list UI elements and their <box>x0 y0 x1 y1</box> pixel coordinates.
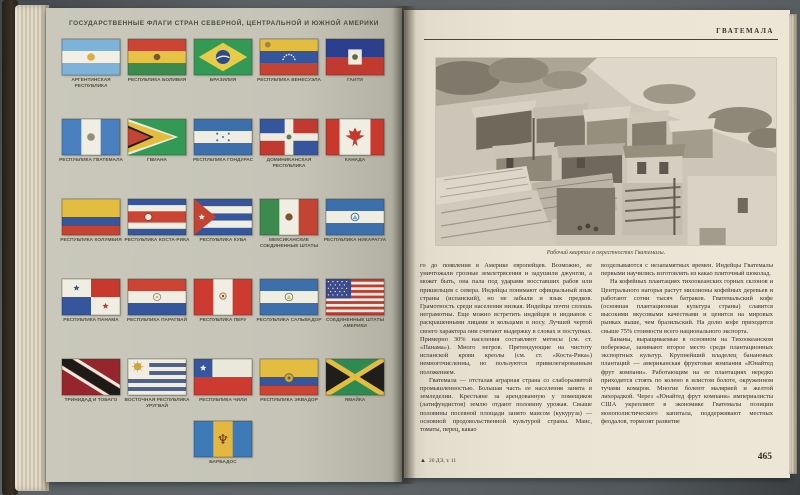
flag-image <box>194 39 252 75</box>
paragraph: го до появления в Америке европейцев. Возможно, ее уничтожали грозные землетрясения и задушили джунгли, а может быть, она пала под ударами восставших рабов или пришельцев с севера. Индейцы понимают официальный язык страны (испанский), но не забыли и язык предков. Грамотность среди населения низкая. Индейцы почти сплошь неграмотны. Еще можно встретить индейцев и индианок с раскрашенными лицами и кольцами в носу. Лучшей чертой своего характера они считают выдержку в словах и поступках. Примерно 30% населения составляют метисы (см. ст. «Панама»). Много негров. Претендующие на чистоту испанской крови креолы (см. ст. «Коста-Рика») немногочисленны, но пользуются привилегированным положением. <box>420 262 592 376</box>
flag-label-wrap <box>322 78 388 92</box>
left-page <box>46 8 402 482</box>
flag-image <box>326 199 384 235</box>
flag-image <box>260 199 318 235</box>
flag-label: ЯМАЙКА <box>344 398 366 403</box>
flag-label-wrap <box>256 398 322 412</box>
flag-item <box>322 199 388 250</box>
flag-label: АРГЕНТИНСКАЯ РЕСПУБЛИКА <box>71 78 111 89</box>
flag-label: ВОСТОЧНАЯ РЕСПУБЛИКА УРУГВАЙ <box>124 398 190 409</box>
page-block-edges-left <box>15 5 49 491</box>
flag-item <box>256 39 322 90</box>
flag-item <box>124 279 190 330</box>
flag-image <box>260 279 318 315</box>
flag-label-wrap <box>322 398 388 412</box>
flag-label-wrap <box>124 78 190 92</box>
flag-label-wrap <box>256 158 322 172</box>
flag-label-wrap <box>124 318 190 332</box>
flag-item <box>322 359 388 410</box>
flag-label-wrap <box>58 158 124 172</box>
flag-label-wrap <box>322 318 388 332</box>
flag-item <box>124 199 190 250</box>
flag-item <box>58 119 124 170</box>
flag-item <box>256 119 322 170</box>
page-block-edges-right <box>789 14 797 474</box>
flag-image <box>326 39 384 75</box>
flag-label: РЕСПУБЛИКА ГОНДУРАС <box>192 158 254 163</box>
flag-label: КАНАДА <box>344 158 366 163</box>
flag-image <box>326 279 384 315</box>
flag-label: РЕСПУБЛИКА ВЕНЕСУЭЛА <box>257 78 321 83</box>
flag-image <box>62 199 120 235</box>
flag-item <box>190 421 256 474</box>
flag-plate-title: ГОСУДАРСТВЕННЫЕ ФЛАГИ СТРАН СЕВЕРНОЙ, ЦЕНТРАЛЬНОЙ И ЮЖНОЙ АМЕРИКИ <box>69 20 379 27</box>
flag-label: РЕСПУБЛИКА ПАНАМА <box>63 318 119 323</box>
flag-image <box>194 199 252 235</box>
flag-label: БРАЗИЛИЯ <box>209 78 237 83</box>
flag-label-wrap <box>322 158 388 172</box>
flag-item <box>124 119 190 170</box>
flag-label-wrap <box>124 238 190 252</box>
flag-label: ДОМИНИКАНСКАЯ РЕСПУБЛИКА <box>266 158 312 169</box>
signature-text: 20 ДЭ, т. 11 <box>428 458 457 464</box>
flag-image <box>194 359 252 395</box>
book-gutter-shadow <box>392 6 416 484</box>
flag-image <box>62 119 120 155</box>
flag-label-wrap <box>190 318 256 332</box>
flag-item <box>190 119 256 170</box>
flag-label: РЕСПУБЛИКА НИКАРАГУА <box>323 238 387 243</box>
flag-item <box>58 359 124 410</box>
flag-label: РЕСПУБЛИКА КУБА <box>199 238 247 243</box>
flag-image <box>260 119 318 155</box>
flag-image <box>62 39 120 75</box>
flag-label: РЕСПУБЛИКА ГВАТЕМАЛА <box>59 158 123 163</box>
article-body <box>420 262 773 434</box>
photo-caption: Рабочий квартал в окрестностях Гватемалы. <box>546 250 666 256</box>
flag-label: БАРБАДОС <box>209 460 237 465</box>
photo-illustration <box>436 58 776 245</box>
signature-note <box>420 458 456 464</box>
flag-label-wrap <box>190 398 256 412</box>
flag-image <box>260 359 318 395</box>
paragraph: Гватемала — отсталая аграрная страна со слаборазвитой промышленностью. Большая часть ее населения занята в земледелии. Крестьяне за арендованную у помещиков (латифундистов) землю отдают половину урожая. Свыше половины посевной площади занято маисом (кукуруза) — основной продовольственной культурой страны. Маис, томаты, перец, какао <box>420 376 592 434</box>
right-page <box>404 10 790 478</box>
flag-label: РЕСПУБЛИКА КОСТА-РИКА <box>124 238 190 243</box>
flag-label: МЕКСИКАНСКИЕ СОЕДИНЕННЫЕ ШТАТЫ <box>259 238 319 249</box>
flag-item <box>256 359 322 410</box>
flag-item <box>322 119 388 170</box>
flag-item <box>190 39 256 90</box>
flag-label-wrap <box>58 398 124 412</box>
flag-label-wrap <box>256 78 322 92</box>
flag-item <box>256 199 322 250</box>
flag-image <box>128 359 186 395</box>
header-rule <box>424 39 778 40</box>
flag-item <box>124 359 190 410</box>
flag-image <box>326 359 384 395</box>
flag-label-wrap <box>256 238 322 252</box>
flag-image <box>128 199 186 235</box>
flag-label: РЕСПУБЛИКА ЭКВАДОР <box>260 398 318 403</box>
flag-image <box>128 39 186 75</box>
flag-label: РЕСПУБЛИКА КОЛУМБИЯ <box>60 238 122 243</box>
flag-label: СОЕДИНЕННЫЕ ШТАТЫ АМЕРИКИ <box>325 318 385 329</box>
text-column-right <box>601 262 773 434</box>
flag-image <box>326 119 384 155</box>
page-number: 465 <box>757 452 772 462</box>
flag-label: РЕСПУБЛИКА БОЛИВИЯ <box>127 78 187 83</box>
flag-item <box>58 39 124 90</box>
flag-label-wrap <box>190 238 256 252</box>
flag-image <box>260 39 318 75</box>
paragraph: Бананы, выращиваемые в основном на Тихоокеанском побережье, занимают второе место среди плантационных экспортных культур. Крупнейший владелец банановых плантаций — американская фруктовая компания «Юнайтед фрут компани». Работающим на ее плантациях нередко приходится стоять по колено в илистом болоте, окруженном тучами комаров. Многие болеют малярией и желтой лихорадкой. Через «Юнайтед фрут компани» империалисты США укрепляют в экономике Гватемалы позиции монополистического капитала, поддерживают местных феодалов, тормозят развитие <box>601 335 773 425</box>
flag-item <box>190 279 256 330</box>
flag-label-wrap <box>124 398 190 412</box>
flag-item <box>322 39 388 90</box>
flag-item <box>124 39 190 90</box>
flag-label-wrap <box>322 238 388 252</box>
flag-item <box>58 279 124 330</box>
flag-item <box>256 279 322 330</box>
paragraph: На кофейных плантациях тихоокеанских горных склонов и Центрального нагорья растут миллионы кофейных деревьев и работают сотни тысяч батраков. Гватемальский кофе (основная плантационная культура страны) славится высокими вкусовыми качествами и ценится на мировых рынках выше, чем бразильский. На долю кофе приходится свыше 75% стоимости всего национального экспорта. <box>601 278 773 335</box>
flag-item <box>58 199 124 250</box>
flag-label: ТРИНИДАД И ТОБАГО <box>64 398 118 403</box>
flag-image <box>128 279 186 315</box>
flag-label-wrap <box>58 78 124 92</box>
flag-item <box>190 359 256 410</box>
flag-label-wrap <box>58 318 124 332</box>
flag-label: РЕСПУБЛИКА ПЕРУ <box>199 318 247 323</box>
flag-image <box>62 279 120 315</box>
flag-label-wrap <box>256 318 322 332</box>
flag-bottom <box>190 421 256 474</box>
text-column-left <box>420 262 592 434</box>
shantytown-photo <box>436 58 776 245</box>
flag-label-wrap <box>58 238 124 252</box>
flag-label-wrap <box>124 158 190 172</box>
flag-label-wrap <box>190 78 256 92</box>
running-head: ГВАТЕМАЛА <box>716 27 774 35</box>
flag-grid <box>58 39 388 410</box>
triangle-mark-icon: ▲ <box>420 458 426 464</box>
flag-label-wrap <box>190 158 256 172</box>
flag-item <box>190 199 256 250</box>
flag-label: ГВИАНА <box>146 158 168 163</box>
flag-image <box>194 421 252 457</box>
flag-label: РЕСПУБЛИКА ЧИЛИ <box>199 398 247 403</box>
flag-image <box>62 359 120 395</box>
svg-text:♆: ♆ <box>216 433 230 449</box>
flag-image <box>194 279 252 315</box>
paragraph: возделываются с незапамятных времен. Индейцы Гватемалы первыми научились изготовлять из какао плиточный шоколад. <box>601 262 773 278</box>
flag-item <box>322 279 388 330</box>
flag-label: ГАИТИ <box>347 78 363 83</box>
flag-label-wrap <box>190 460 256 474</box>
flag-label: РЕСПУБЛИКА САЛЬВАДОР <box>256 318 322 323</box>
flag-image <box>194 119 252 155</box>
flag-label: РЕСПУБЛИКА ПАРАГВАЙ <box>126 318 188 323</box>
flag-image <box>128 119 186 155</box>
